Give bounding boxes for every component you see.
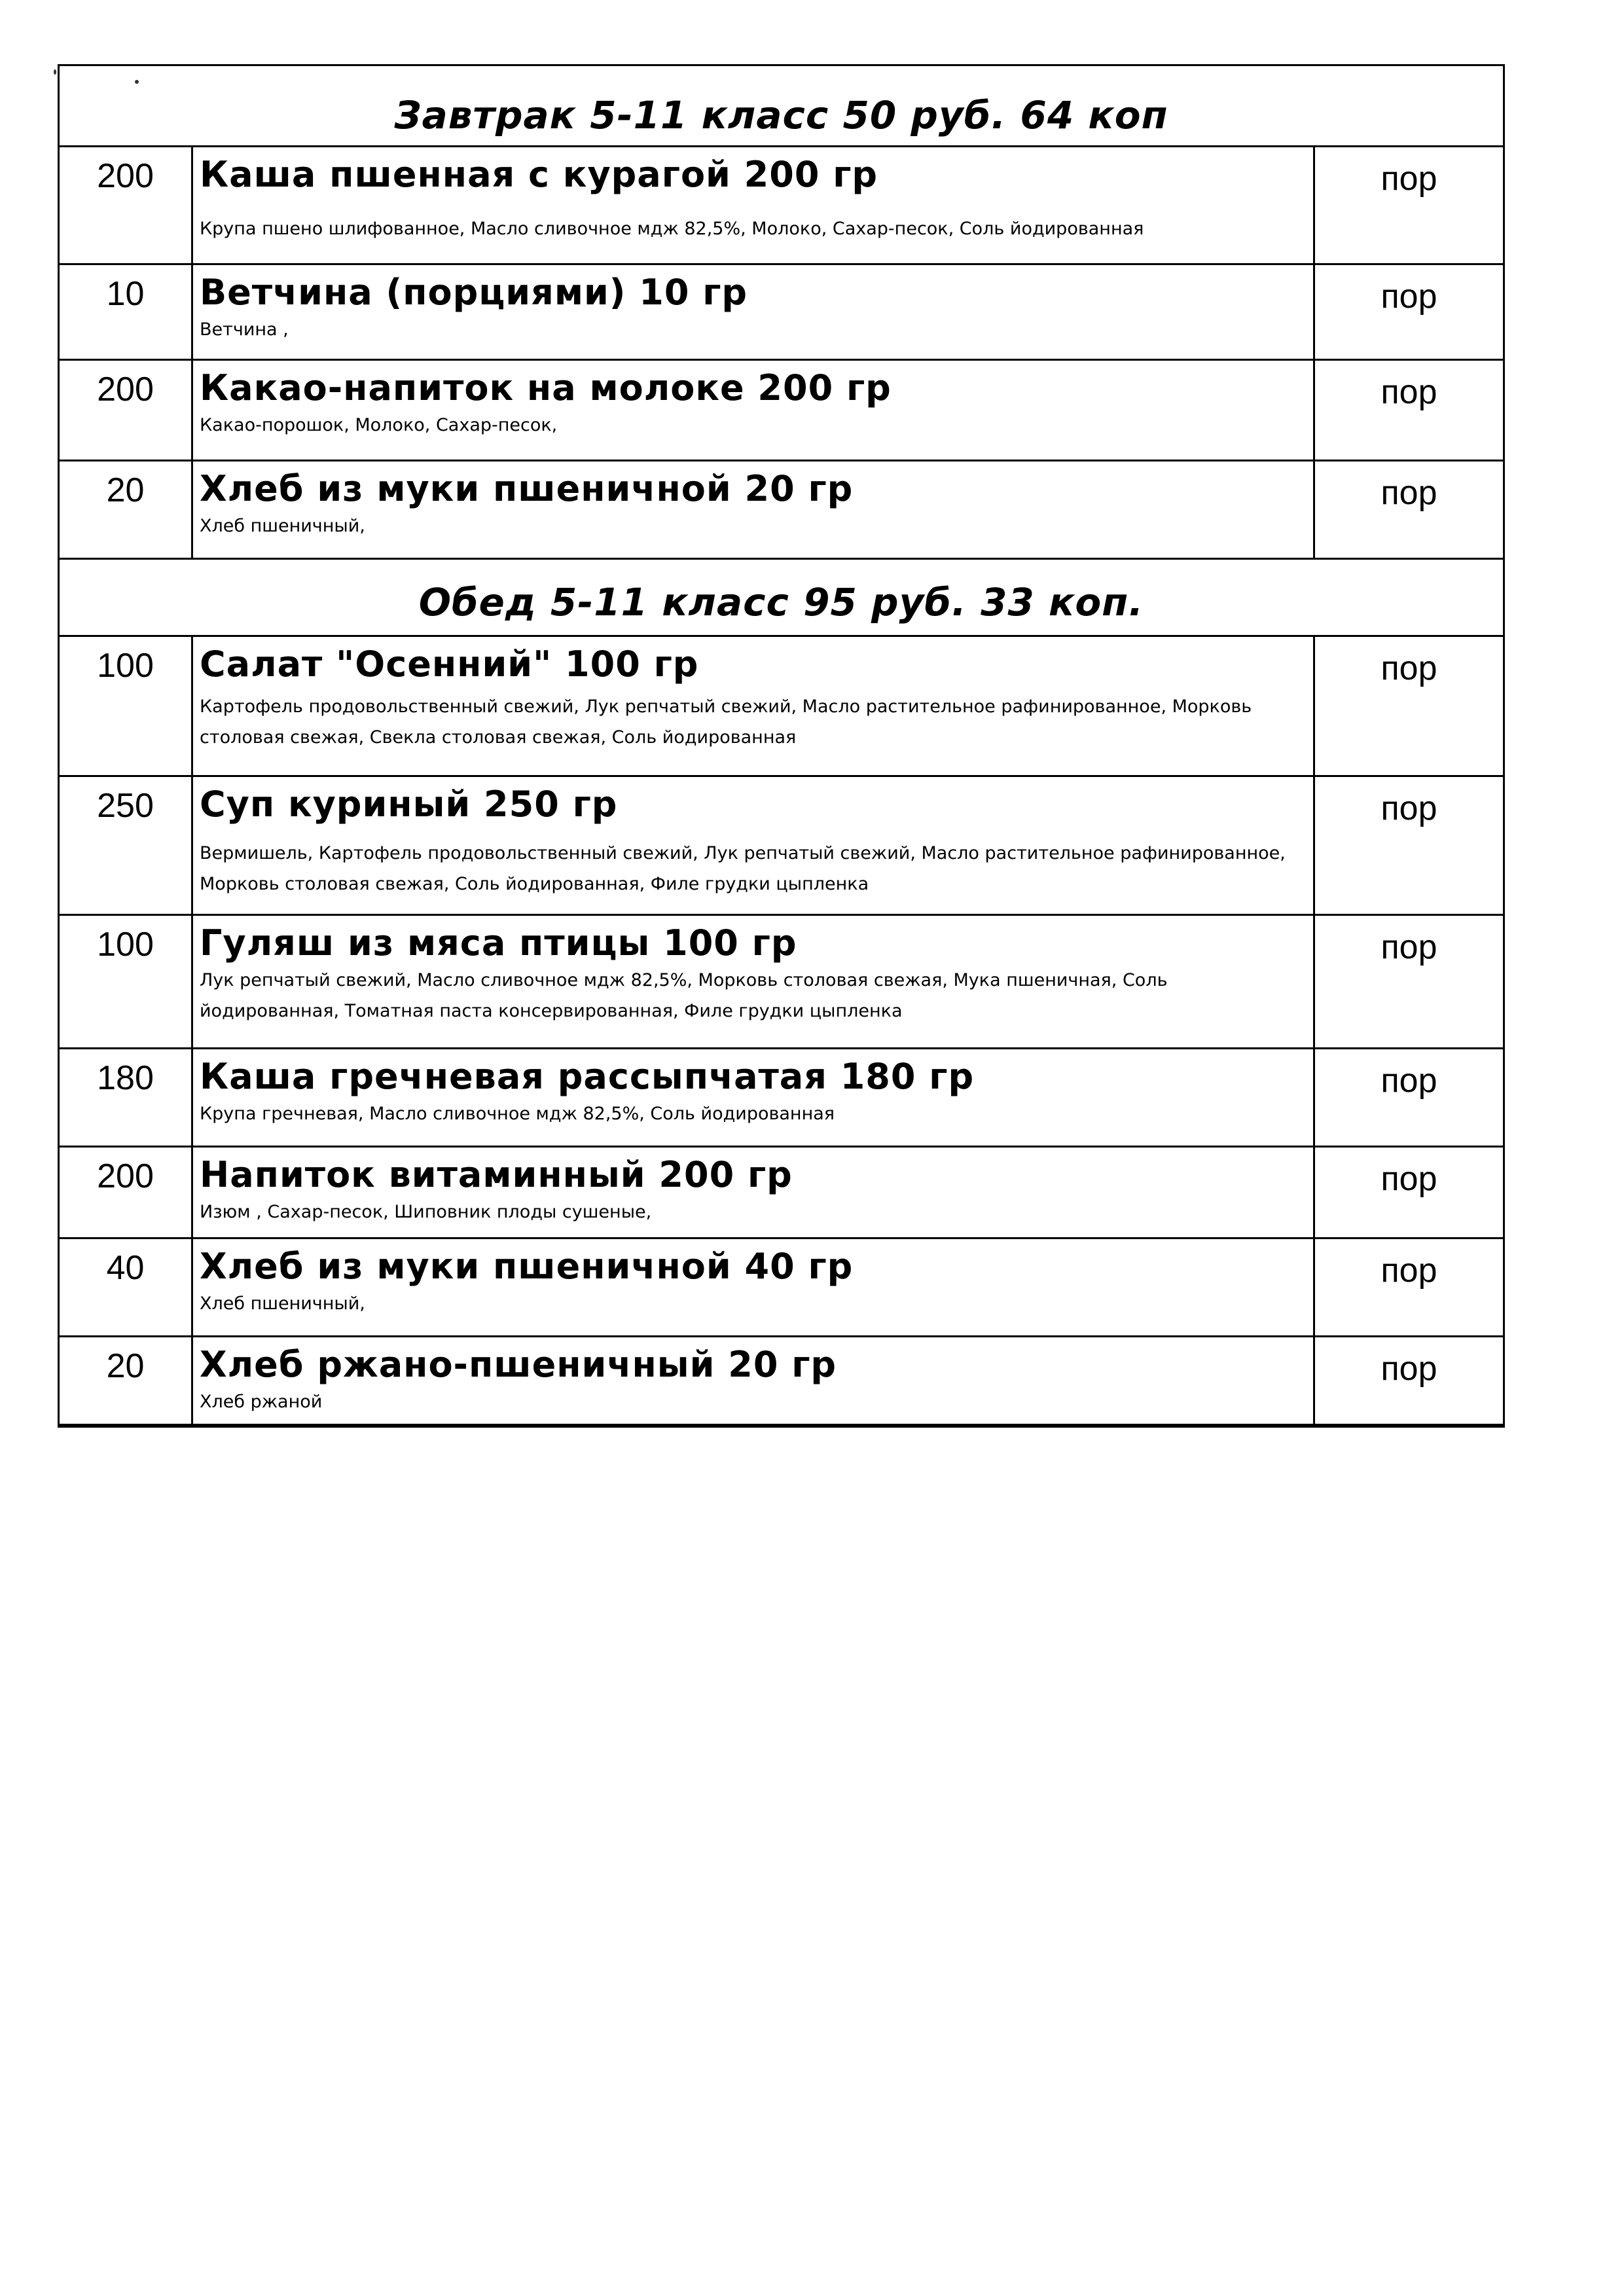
menu-row bbox=[59, 1238, 1504, 1337]
menu-row bbox=[59, 776, 1504, 915]
section-title: Обед 5-11 класс 95 руб. 33 коп. bbox=[59, 559, 1504, 636]
menu-row bbox=[59, 360, 1504, 461]
menu-row bbox=[59, 1147, 1504, 1238]
portion-weight: 20 bbox=[59, 1337, 192, 1426]
unit-label: пор bbox=[1314, 360, 1504, 461]
dish-ingredients: Хлеб ржаной bbox=[200, 1391, 323, 1412]
dish-cell bbox=[192, 1049, 1314, 1147]
menu-row bbox=[59, 461, 1504, 559]
unit-label: пор bbox=[1314, 1238, 1504, 1337]
unit-label: пор bbox=[1314, 1049, 1504, 1147]
dish-cell bbox=[192, 461, 1314, 559]
section-header-row bbox=[59, 559, 1504, 636]
dish-name: Каша пшенная с курагой 200 гр bbox=[200, 154, 878, 195]
unit-label: пор bbox=[1314, 776, 1504, 915]
dish-cell bbox=[192, 147, 1314, 264]
dish-ingredients: Крупа гречневая, Масло сливочное мдж 82,5%, Соль йодированная bbox=[200, 1103, 835, 1124]
dish-cell bbox=[192, 360, 1314, 461]
dish-ingredients: Ветчина , bbox=[200, 319, 289, 340]
dish-ingredients: Хлеб пшеничный, bbox=[200, 1293, 365, 1314]
dish-name: Салат "Осенний" 100 гр bbox=[200, 643, 699, 685]
menu-row bbox=[59, 147, 1504, 264]
dish-name: Хлеб из муки пшеничной 20 гр bbox=[200, 468, 854, 509]
dish-name: Суп куриный 250 гр bbox=[200, 784, 618, 825]
dish-name: Ветчина (порциями) 10 гр bbox=[200, 272, 748, 313]
unit-label: пор bbox=[1314, 636, 1504, 776]
dish-name: Хлеб ржано-пшеничный 20 гр bbox=[200, 1344, 837, 1385]
portion-weight: 200 bbox=[59, 147, 192, 264]
dish-cell bbox=[192, 1147, 1314, 1238]
dish-cell bbox=[192, 1238, 1314, 1337]
unit-label: пор bbox=[1314, 1147, 1504, 1238]
dish-name: Напиток витаминный 200 гр bbox=[200, 1154, 793, 1195]
dish-name: Гуляш из мяса птицы 100 гр bbox=[200, 922, 797, 964]
dish-cell bbox=[192, 636, 1314, 776]
section-header-row bbox=[59, 65, 1504, 147]
portion-weight: 10 bbox=[59, 264, 192, 360]
section-title: Завтрак 5-11 класс 50 руб. 64 коп bbox=[59, 65, 1504, 147]
unit-label: пор bbox=[1314, 1337, 1504, 1426]
portion-weight: 250 bbox=[59, 776, 192, 915]
dish-ingredients: Хлеб пшеничный, bbox=[200, 515, 365, 536]
portion-weight: 100 bbox=[59, 915, 192, 1049]
dish-cell bbox=[192, 915, 1314, 1049]
menu-row bbox=[59, 264, 1504, 360]
dish-ingredients: Крупа пшено шлифованное, Масло сливочное мдж 82,5%, Молоко, Сахар-песок, Соль йодированная bbox=[200, 218, 1144, 239]
dish-cell bbox=[192, 1337, 1314, 1426]
portion-weight: 100 bbox=[59, 636, 192, 776]
dish-ingredients: Картофель продовольственный свежий, Лук репчатый свежий, Масло растительное рафинированное, Морковь столовая свежая, Свекла столовая свежая, Соль йодированная bbox=[200, 696, 1252, 748]
unit-label: пор bbox=[1314, 264, 1504, 360]
dish-cell bbox=[192, 776, 1314, 915]
unit-label: пор bbox=[1314, 147, 1504, 264]
dish-name: Каша гречневая рассыпчатая 180 гр bbox=[200, 1056, 975, 1097]
portion-weight: 200 bbox=[59, 360, 192, 461]
menu-row bbox=[59, 636, 1504, 776]
dish-ingredients: Лук репчатый свежий, Масло сливочное мдж 82,5%, Морковь столовая свежая, Мука пшеничная, Соль йодированная, Томатная паста консервированная, Филе грудки цыпленка bbox=[200, 969, 1168, 1021]
scan-speck bbox=[54, 69, 56, 75]
dish-name: Какао-напиток на молоке 200 гр bbox=[200, 367, 892, 408]
unit-label: пор bbox=[1314, 461, 1504, 559]
dish-ingredients: Вермишель, Картофель продовольственный свежий, Лук репчатый свежий, Масло растительное рафинированное, Морковь столовая свежая, Соль йодированная, Филе грудки цыпленка bbox=[200, 842, 1286, 894]
menu-row bbox=[59, 1337, 1504, 1426]
portion-weight: 40 bbox=[59, 1238, 192, 1337]
menu-table bbox=[58, 64, 1505, 1428]
portion-weight: 180 bbox=[59, 1049, 192, 1147]
portion-weight: 200 bbox=[59, 1147, 192, 1238]
unit-label: пор bbox=[1314, 915, 1504, 1049]
dish-cell bbox=[192, 264, 1314, 360]
dish-ingredients: Какао-порошок, Молоко, Сахар-песок, bbox=[200, 414, 558, 435]
menu-row bbox=[59, 1049, 1504, 1147]
portion-weight: 20 bbox=[59, 461, 192, 559]
menu-row bbox=[59, 915, 1504, 1049]
dish-name: Хлеб из муки пшеничной 40 гр bbox=[200, 1246, 854, 1287]
dish-ingredients: Изюм , Сахар-песок, Шиповник плоды сушеные, bbox=[200, 1201, 652, 1222]
